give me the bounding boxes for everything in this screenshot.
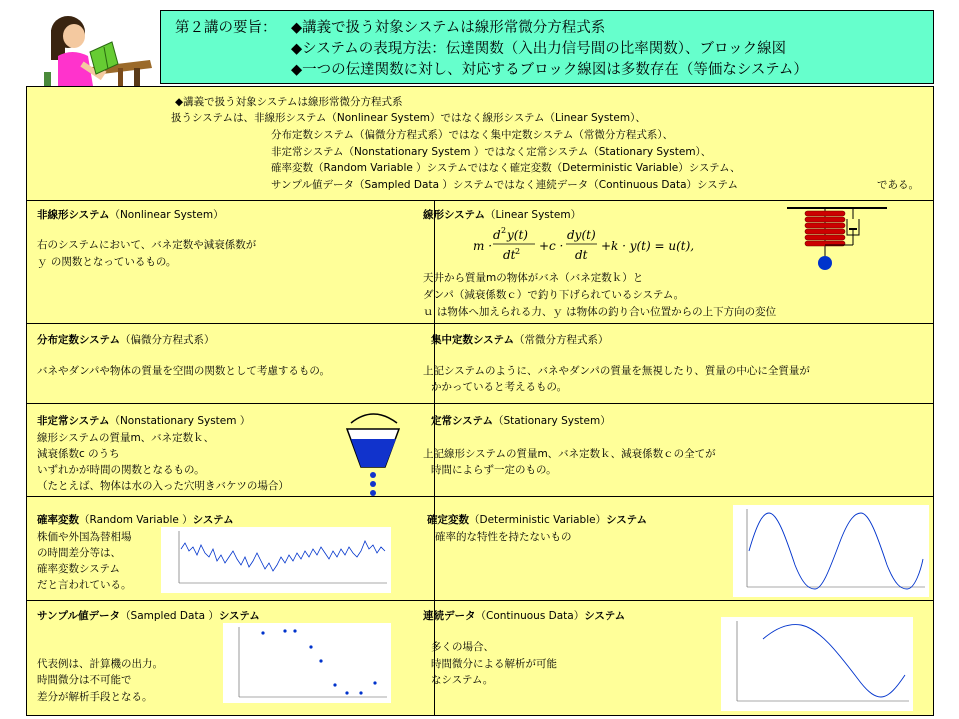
intro-line: 非定常システム（Nonstationary System ）ではなく定常システム（Stationary System）、 [271, 146, 712, 158]
linear-line: 天井から質量mの物体がバネ（バネ定数ｋ）と [423, 272, 644, 284]
nonstationary-line: （たとえば、物体は水の入った穴明きバケツの場合） [37, 480, 289, 492]
continuous-line: 時間微分による解析が可能 [431, 658, 557, 670]
distributed-heading: 分布定数システム（偏微分方程式系） [37, 334, 215, 346]
nonlinear-heading: 非線形システム（Nonlinear System） [37, 209, 224, 221]
distributed-line: バネやダンパや物体の質量を空間の関数として考慮するもの。 [37, 365, 330, 377]
header-prefix: 第２講の要旨： [175, 20, 277, 36]
sampled-heading: サンプル値データ（Sampled Data ）システム [37, 610, 260, 622]
random-heading: 確率変数（Random Variable ）システム [37, 514, 234, 526]
svg-text:m ·: m · [473, 239, 493, 253]
linear-line: ダンパ（減衰係数ｃ）で釣り下げられているシステム。 [423, 289, 685, 301]
intro-line: 扱うシステムは、非線形システム（Nonlinear System）ではなく線形システム（Linear System）、 [171, 112, 646, 124]
continuous-heading: 連続データ（Continuous Data）システム [423, 610, 626, 622]
nonlinear-line: 右のシステムにおいて、バネ定数や減衰係数が [37, 239, 257, 251]
divider [27, 323, 933, 324]
stationary-line: 時間によらず一定のもの。 [431, 464, 557, 476]
continuous-line: なシステム。 [431, 674, 494, 686]
nonstationary-line: 減衰係数c のうち [37, 448, 120, 460]
lumped-line: かかっていると考えるもの。 [431, 381, 568, 393]
intro-line: 分布定数システム（偏微分方程式系）ではなく集中定数システム（常微分方程式系）、 [271, 129, 674, 141]
lumped-heading: 集中定数システム（常微分方程式系） [431, 334, 609, 346]
summary-header [160, 10, 934, 84]
random-line: だと言われている。 [37, 579, 132, 591]
svg-text:dt: dt [575, 248, 588, 262]
divider [27, 496, 933, 497]
svg-text:+: + [601, 239, 612, 253]
intro-title: ◆講義で扱う対象システムは線形常微分方程式系 [175, 96, 403, 108]
leaking-bucket-illustration [339, 405, 409, 497]
sampled-line: 代表例は、計算機の出力。 [37, 658, 163, 670]
continuous-line: 多くの場合、 [431, 641, 494, 653]
sampled-line: 時間微分は不可能で [37, 674, 132, 686]
svg-text:2: 2 [501, 226, 507, 235]
continuous-data-plot [721, 617, 913, 711]
random-line: 株価や外国為替相場 [37, 531, 132, 543]
svg-text:dy(t): dy(t) [567, 228, 596, 242]
spring-damper-diagram [769, 201, 889, 277]
intro-line: 確率変数（Random Variable ）システムではなく確定変数（Deterministic Variable）システム、 [271, 162, 741, 174]
svg-text:dt: dt [503, 248, 516, 262]
nonstationary-line: いずれかが時間の関数となるもの。 [37, 464, 205, 476]
stationary-heading: 定常システム（Stationary System） [431, 415, 611, 427]
divider [27, 600, 933, 601]
deterministic-line: 確率的な特性を持たないもの [435, 531, 572, 543]
comparison-panel [26, 86, 934, 716]
random-line: の時間差分等は、 [37, 547, 121, 559]
svg-text:2: 2 [515, 247, 521, 256]
stationary-line: 上記線形システムの質量m、バネ定数ｋ、減衰係数ｃの全てが [423, 448, 716, 460]
svg-text:y(t): y(t) [507, 228, 528, 242]
sine-wave-plot [733, 505, 929, 597]
nonstationary-heading: 非定常システム（Nonstationary System ） [37, 415, 251, 427]
svg-text:k · y(t) = u(t),: k · y(t) = u(t), [611, 239, 695, 253]
random-line: 確率変数システム [37, 563, 120, 575]
svg-text:+: + [539, 239, 550, 253]
intro-line-end: である。 [877, 179, 919, 191]
lumped-line: 上記システムのように、バネやダンパの質量を無視したり、質量の中心に全質量が [423, 365, 810, 377]
deterministic-heading: 確定変数（Deterministic Variable）システム [427, 514, 648, 526]
header-line-2: ◆システムの表現方法：伝達関数（入出力信号間の比率関数）、ブロック線図 [291, 41, 787, 57]
svg-text:d: d [493, 228, 501, 242]
linear-line: ｕ は物体へ加えられる力、ｙ は物体の釣り合い位置からの上下方向の変位 [423, 306, 777, 318]
random-signal-plot [161, 527, 391, 593]
divider [27, 403, 933, 404]
sampled-data-plot [223, 623, 391, 703]
linear-equation [471, 223, 711, 267]
nonlinear-line: ｙ の関数となっているもの。 [37, 256, 177, 268]
header-line-3: ◆一つの伝達関数に対し、対応するブロック線図は多数存在（等価なシステム） [291, 62, 808, 78]
header-line-1: ◆講義で扱う対象システムは線形常微分方程式系 [291, 20, 606, 36]
sampled-line: 差分が解析手段となる。 [37, 691, 153, 703]
intro-line: サンプル値データ（Sampled Data ）システムではなく連続データ（Continuous Data）システム [271, 179, 738, 191]
nonstationary-line: 線形システムの質量m、バネ定数ｋ、 [37, 432, 215, 444]
svg-text:c ·: c · [549, 239, 564, 253]
linear-heading: 線形システム（Linear System） [423, 209, 582, 221]
